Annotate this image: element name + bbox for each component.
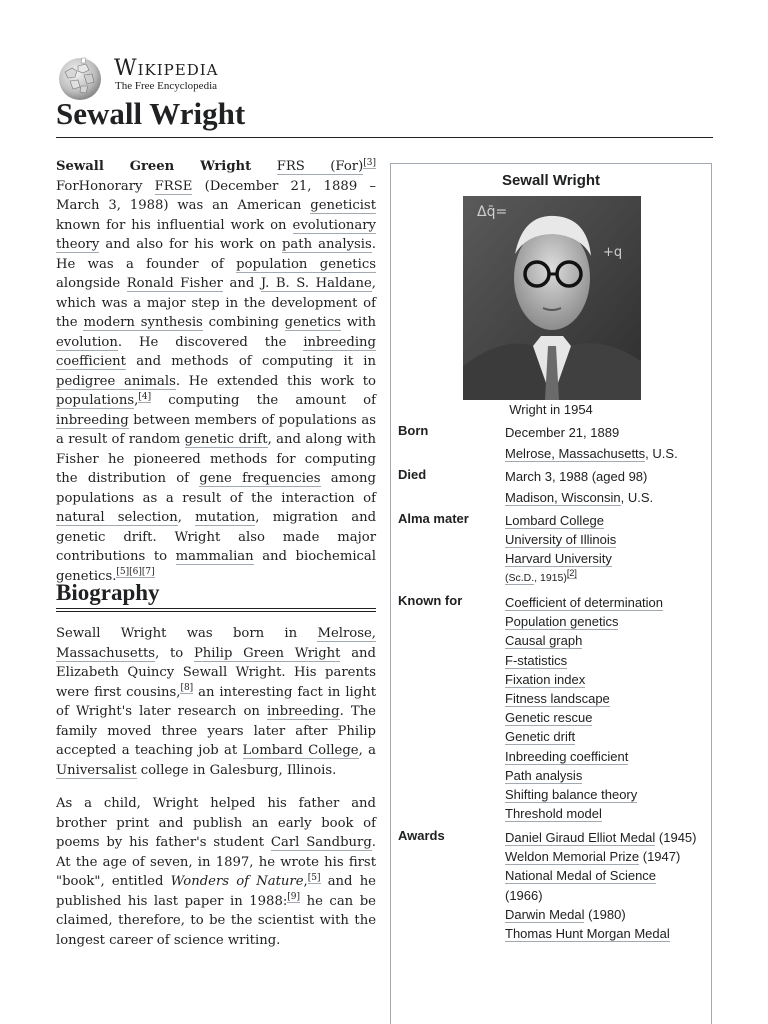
text: combining [202,315,285,330]
alma-item [505,549,710,568]
known-item [505,708,710,727]
text: computing the amount of [151,393,376,408]
known-item [505,785,710,804]
known-item [505,747,710,766]
known-item [505,651,710,670]
text: . The family moved three years later after Philip accepted a teaching job at [56,704,376,758]
known-item [505,689,710,708]
born-value [505,423,710,463]
section-heading-biography: Biography [56,580,160,605]
link-melrose[interactable]: Melrose, Massachusetts [56,626,376,661]
text: , and along with Fisher he pioneered methods for computing the distribution of [56,432,376,486]
text: and he published his last paper in 1988: [56,874,376,909]
citation-4[interactable]: [4] [138,391,152,402]
text: , migration and genetic drift. Wright also made major contributions to [56,510,377,564]
text: and methods of computing it in [125,354,376,369]
text: alongside [56,276,127,291]
section-divider [56,608,376,609]
award-item [505,886,710,905]
award-year: (1980) [584,906,626,922]
link-inbreeding[interactable]: inbreeding [56,412,129,428]
link-alma-lombard[interactable]: Lombard College [505,513,605,528]
link-degree[interactable]: (Sc.D. [505,571,535,584]
text: , a [358,743,376,758]
biography-heading-block [56,580,376,612]
svg-text:Δq̄=: Δq̄= [477,204,508,220]
known-item [505,631,710,650]
died-date: March 3, 1988 (aged 98) [505,469,648,484]
text: , [177,510,196,525]
link-carl-sandburg[interactable]: Carl Sandburg [270,835,372,850]
link-ronald-fisher[interactable]: Ronald Fisher [126,276,223,291]
intro-paragraph [56,157,376,586]
link-known-for[interactable]: Path analysis [505,767,583,783]
link-award[interactable]: Weldon Memorial Prize [505,849,640,865]
known-item [505,670,710,689]
born-label: Born [398,423,429,438]
citation-5-6-7[interactable]: [5][6][7] [116,567,155,578]
link-modern-synthesis[interactable]: modern synthesis [83,315,203,330]
award-item [505,828,710,847]
biography-paragraph-2 [56,794,376,950]
link-known-for[interactable]: Inbreeding coefficient [505,748,629,764]
born-date: December 21, 1889 [505,425,620,440]
text: with [340,315,376,330]
link-lombard-college[interactable]: Lombard College [242,743,359,758]
born-place-line [505,444,710,463]
link-genetic-drift[interactable]: genetic drift [184,432,268,447]
link-born-place[interactable]: Melrose, Massachusetts [505,446,646,462]
link-known-for[interactable]: Shifting balance theory [505,787,638,803]
text: , to [155,645,194,661]
link-genetics[interactable]: genetics [284,315,341,330]
text: an interesting fact in light of Wright's later research on [56,684,376,719]
award-year: (1966) [505,887,543,903]
born-country: , U.S. [645,446,678,462]
link-evolutionary-theory[interactable]: evolutionary theory [56,217,376,252]
text: among populations as a result of the interaction of [56,471,376,506]
citation-3[interactable]: [3] [363,157,376,168]
degree-year: , 1915) [534,571,567,584]
link-award[interactable]: Thomas Hunt Morgan Medal [505,926,670,942]
link-known-for[interactable]: Causal graph [505,633,583,649]
link-mutation[interactable]: mutation [195,510,256,525]
known-item [505,612,710,631]
died-place-line [505,488,710,507]
citation-8[interactable]: [8] [180,683,194,694]
died-value [505,467,710,507]
text: Sewall Wright was born in [56,626,318,641]
award-year: (1947) [639,849,681,865]
text: and also for his work on [99,237,282,252]
alma-mater-value [505,511,710,588]
text: . He extended this work to [175,373,376,389]
text: ForHonorary [56,178,155,194]
citation-5[interactable]: [5] [307,872,321,883]
link-alma-harvard[interactable]: Harvard University [505,551,612,567]
awards-value [505,828,710,943]
section-divider [56,611,376,612]
link-geneticist[interactable]: geneticist [310,198,376,213]
known-item [505,804,710,823]
wikipedia-tagline: The Free Encyclopedia [115,80,218,92]
award-item [505,866,710,885]
link-natural-selection[interactable]: natural selection [56,510,178,525]
link-known-for[interactable]: Population genetics [505,614,619,630]
award-item [505,905,710,924]
portrait-photo[interactable] [463,196,641,400]
text: As a child, Wright helped his father and brother print and publish an early book of poems by his father's student [56,796,376,850]
page-title: Sewall Wright [56,96,246,131]
text: . He discovered the [117,334,304,350]
text: . He was a founder of [56,237,376,272]
degree-line [505,569,710,588]
died-label: Died [398,467,427,482]
award-item [505,924,710,943]
link-path-analysis[interactable]: path analysis [281,237,372,252]
wikipedia-wordmark[interactable]: Wikipedia [114,56,219,81]
link-known-for[interactable]: Genetic rescue [505,710,593,726]
award-year: (1945) [655,830,697,845]
site-header [56,54,716,94]
link-haldane[interactable]: J. B. S. Haldane [260,276,372,291]
link-died-place[interactable]: Madison, Wisconsin [505,490,621,506]
biography-paragraph-1 [56,624,376,780]
awards-label: Awards [398,828,445,843]
link-known-for[interactable]: Threshold model [505,806,602,822]
link-population-genetics[interactable]: population genetics [236,256,376,272]
known-item [505,593,710,612]
citation-9[interactable]: [9] [287,892,301,903]
text: , [303,874,308,889]
subject-name: Sewall Green Wright [56,159,252,174]
intro-section [56,157,376,586]
link-pedigree-animals[interactable]: pedigree animals [56,373,176,389]
text: and [222,276,261,291]
text: , which was a major step in the development of the [56,276,376,330]
link-populations[interactable]: populations [56,393,135,408]
known-item [505,727,710,746]
award-item [505,847,710,866]
infobox-title: Sewall Wright [501,172,601,189]
link-known-for[interactable]: F-statistics [505,652,568,668]
svg-text:+q: +q [603,245,623,260]
text: known for his influential work on [56,217,293,233]
text: between members of populations as a result of random [56,412,376,447]
biography-section [56,624,376,950]
died-country: , U.S. [620,490,654,506]
link-known-for[interactable]: Coefficient of determination [505,595,664,610]
alma-item [505,530,710,549]
alma-item [505,511,710,530]
link-universalist[interactable]: Universalist [56,762,137,778]
portrait-caption: Wright in 1954 [509,402,593,417]
text: and Elizabeth Quincy Sewall Wright. His parents were first cousins, [56,645,376,700]
link-mammalian[interactable]: mammalian [175,549,254,564]
link-frse[interactable]: FRSE [154,178,193,194]
text: . At the age of seven, in 1897, he wrote his first "book", entitled [56,835,376,889]
link-award[interactable]: Daniel Giraud Elliot Medal [505,830,656,845]
known-for-label: Known for [398,593,463,608]
title-divider [56,137,713,138]
known-for-value [505,593,710,823]
infobox [390,163,712,1024]
link-known-for[interactable]: Fixation index [505,671,586,687]
link-philip-green-wright[interactable]: Philip Green Wright [193,645,341,661]
book-title: Wonders of Nature [170,874,304,889]
link-evolution[interactable]: evolution [56,334,118,350]
text: , [134,393,139,408]
link-inbreeding[interactable]: inbreeding [266,704,340,719]
known-item [505,766,710,785]
text: (December 21, 1889 – March 3, 1988) was an American [56,178,376,213]
text: college in Galesburg, Illinois. [136,762,337,778]
link-award[interactable]: National Medal of Science [505,868,657,884]
link-known-for[interactable]: Fitness landscape [505,691,610,707]
wikipedia-globe-logo[interactable] [56,54,104,102]
alma-mater-label: Alma mater [398,511,469,526]
link-award[interactable]: Darwin Medal [505,906,585,922]
link-frs[interactable]: FRS (For) [276,159,364,174]
citation-2[interactable]: [2] [566,568,577,579]
link-alma-illinois[interactable]: University of Illinois [505,532,617,548]
link-known-for[interactable]: Genetic drift [505,729,576,745]
link-inbreeding-coefficient[interactable]: inbreeding coefficient [56,334,376,369]
text: he can be claimed, therefore, to be the scientist with the longest career of science writing. [56,893,376,948]
text: and biochemical genetics. [56,549,377,584]
link-gene-frequencies[interactable]: gene frequencies [199,471,321,486]
